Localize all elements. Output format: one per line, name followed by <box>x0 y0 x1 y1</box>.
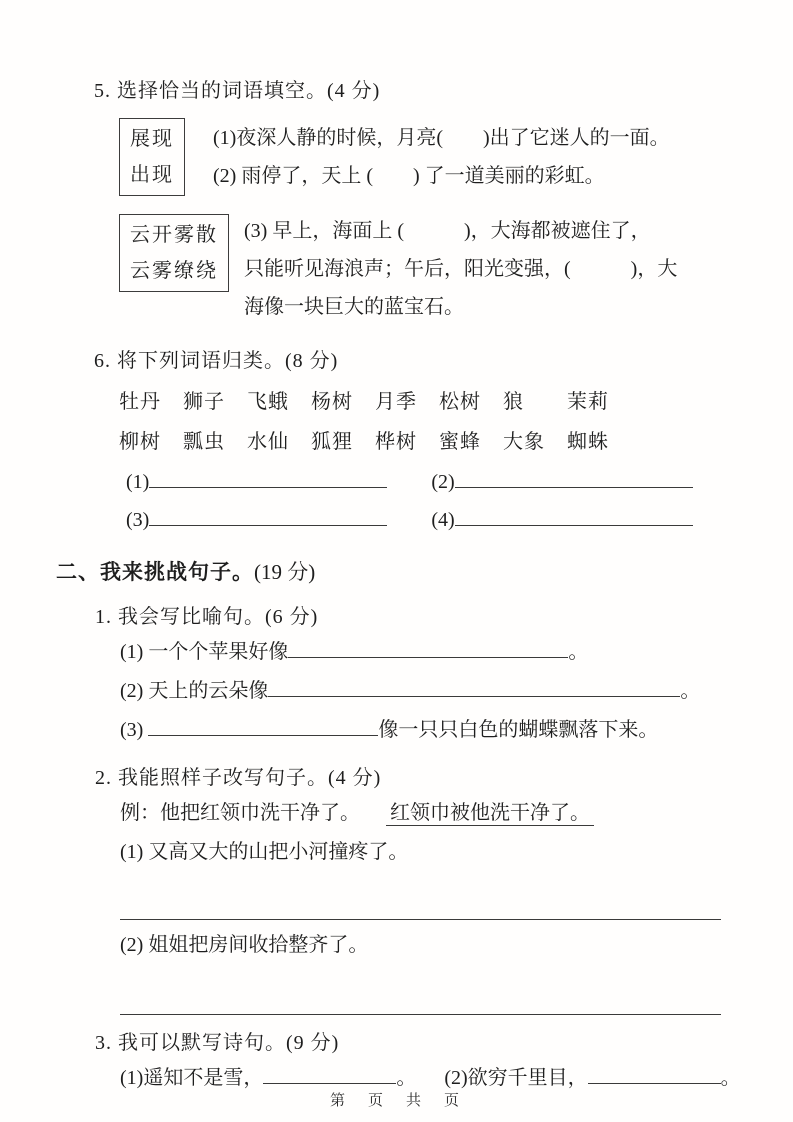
word-item: 狐狸 <box>311 431 353 453</box>
section2-heading-text: 二、我来挑战句子。 <box>56 561 254 584</box>
q6-title: 6. 将下列词语归类。(8 分) <box>94 350 339 372</box>
q5-title: 5. 选择恰当的词语填空。(4 分) <box>94 80 381 102</box>
q5-part1-questions <box>213 119 670 195</box>
answer-blank-line <box>455 467 693 488</box>
word-bank-option: 出现 <box>130 164 174 186</box>
page-footer: 第 页 共 页 <box>329 1092 463 1109</box>
q6-word-list-row1 <box>119 382 793 422</box>
q5-part2 <box>119 212 793 326</box>
fill-blank-line <box>148 715 378 736</box>
answer-blank-line <box>455 505 693 526</box>
word-bank-option: 云雾缭绕 <box>130 260 218 282</box>
word-item: 松树 <box>439 391 481 413</box>
answer-writing-line <box>120 888 721 920</box>
word-item: 桦树 <box>375 431 417 453</box>
word-item: 水仙 <box>247 431 289 453</box>
word-item: 蜜蜂 <box>439 431 481 453</box>
poem-q2-text: (2)欲穷千里目， <box>444 1067 588 1089</box>
q6-answer-row2 <box>126 503 793 538</box>
simile-q1-period: 。 <box>568 641 589 663</box>
q5-question-3-line2: 只能听见海浪声；午后，阳光变强，( )，大 <box>244 258 678 280</box>
q5-part1 <box>119 118 793 196</box>
answer-blank-line <box>149 505 387 526</box>
word-item: 牡丹 <box>119 391 161 413</box>
simile-q1-text: (1) 一个个苹果好像 <box>120 641 289 663</box>
rewrite-example-source: 例：他把红领巾洗干净了。 <box>120 802 360 824</box>
simile-q2-period: 。 <box>680 680 701 702</box>
rewrite-q2-line: (2) 姐姐把房间收拾整齐了。 <box>120 934 369 956</box>
answer-blank-label: (2) <box>431 471 455 493</box>
item3-title: 3. 我可以默写诗句。(9 分) <box>95 1032 340 1054</box>
fill-blank-line <box>288 637 568 658</box>
word-item: 月季 <box>375 391 417 413</box>
simile-q3-line <box>120 711 793 750</box>
word-item: 狮子 <box>183 391 225 413</box>
rewrite-q1-line: (1) 又高又大的山把小河撞疼了。 <box>120 841 409 863</box>
item2-title: 2. 我能照样子改写句子。(4 分) <box>95 767 382 789</box>
fill-blank-line <box>588 1063 721 1084</box>
word-item: 柳树 <box>119 431 161 453</box>
word-item: 大象 <box>503 431 545 453</box>
q5-question-3-line3: 海像一块巨大的蓝宝石。 <box>244 296 464 318</box>
word-item: 蜘蛛 <box>567 431 609 453</box>
rewrite-example-answer-underlined: 红领巾被他洗干净了。 <box>386 802 594 826</box>
q5-part2-questions <box>244 212 677 326</box>
word-item: 飞蛾 <box>247 391 289 413</box>
item1-title: 1. 我会写比喻句。(6 分) <box>95 606 319 628</box>
fill-blank-line <box>268 676 680 697</box>
simile-q3-text: 像一只只白色的蝴蝶飘落下来。 <box>378 719 659 741</box>
simile-q1-line <box>120 633 793 672</box>
simile-q2-text: (2) 天上的云朵像 <box>120 680 269 702</box>
poem-q1-text: (1)遥知不是雪， <box>120 1067 264 1089</box>
word-bank-box-2 <box>119 214 229 292</box>
q5-question-1: (1)夜深人静的时候，月亮( )出了它迷人的一面。 <box>213 127 670 149</box>
answer-blank-label: (1) <box>126 471 150 493</box>
word-bank-option: 云开雾散 <box>130 224 218 246</box>
answer-writing-line <box>120 983 721 1015</box>
word-item: 杨树 <box>311 391 353 413</box>
poem-q1-period: 。 <box>396 1067 417 1089</box>
rewrite-example-line <box>120 794 793 833</box>
word-item: 狼 <box>503 391 524 413</box>
section2-heading <box>56 556 793 589</box>
simile-q2-line <box>120 672 793 711</box>
fill-blank-line <box>263 1063 396 1084</box>
answer-blank-label: (4) <box>431 509 455 531</box>
section2-heading-score: (19 分) <box>254 560 316 584</box>
word-item: 茉莉 <box>567 391 609 413</box>
poem-q2-period: 。 <box>720 1067 741 1089</box>
simile-q3-label: (3) <box>120 719 149 741</box>
word-item: 瓢虫 <box>183 431 225 453</box>
answer-blank-line <box>149 467 387 488</box>
q5-question-3-line1: (3) 早上，海面上 ( )，大海都被遮住了， <box>244 220 651 242</box>
word-bank-option: 展现 <box>130 128 174 150</box>
q6-answer-row1 <box>126 465 793 500</box>
q6-word-list-row2 <box>119 422 793 462</box>
q5-question-2: (2) 雨停了，天上 ( ) 了一道美丽的彩虹。 <box>213 165 605 187</box>
answer-blank-label: (3) <box>126 509 150 531</box>
word-bank-box-1 <box>119 118 185 196</box>
